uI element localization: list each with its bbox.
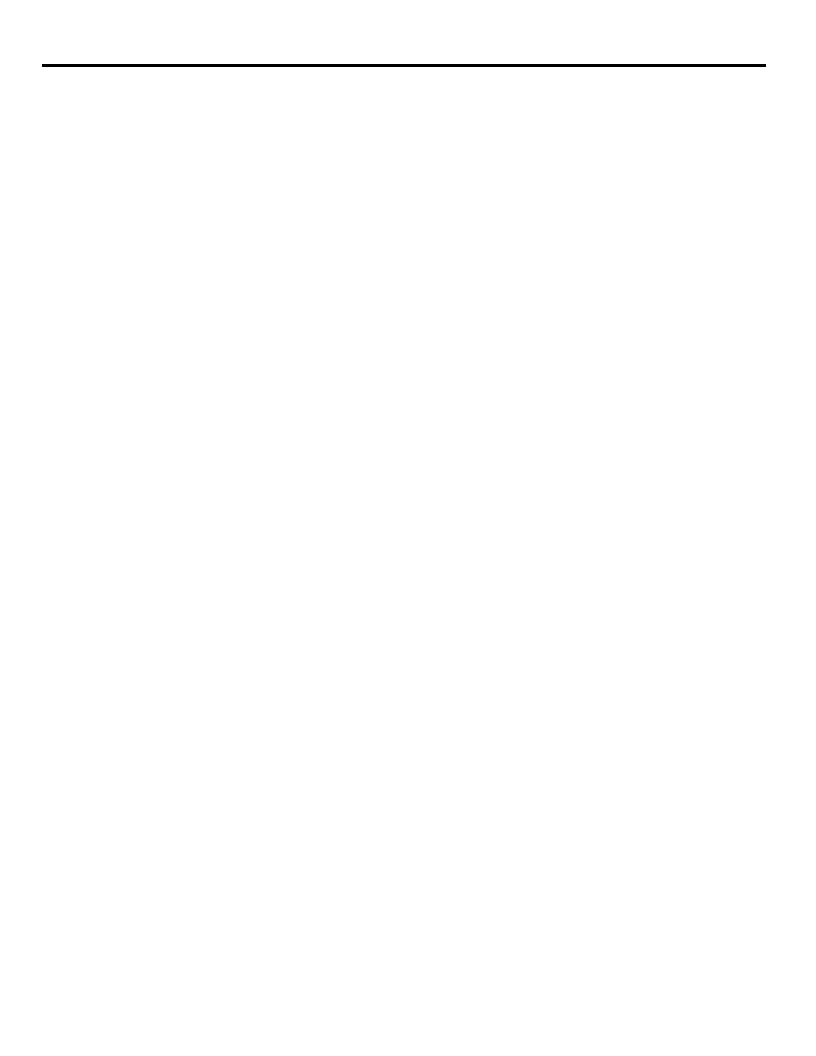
header-divider: [42, 64, 766, 67]
